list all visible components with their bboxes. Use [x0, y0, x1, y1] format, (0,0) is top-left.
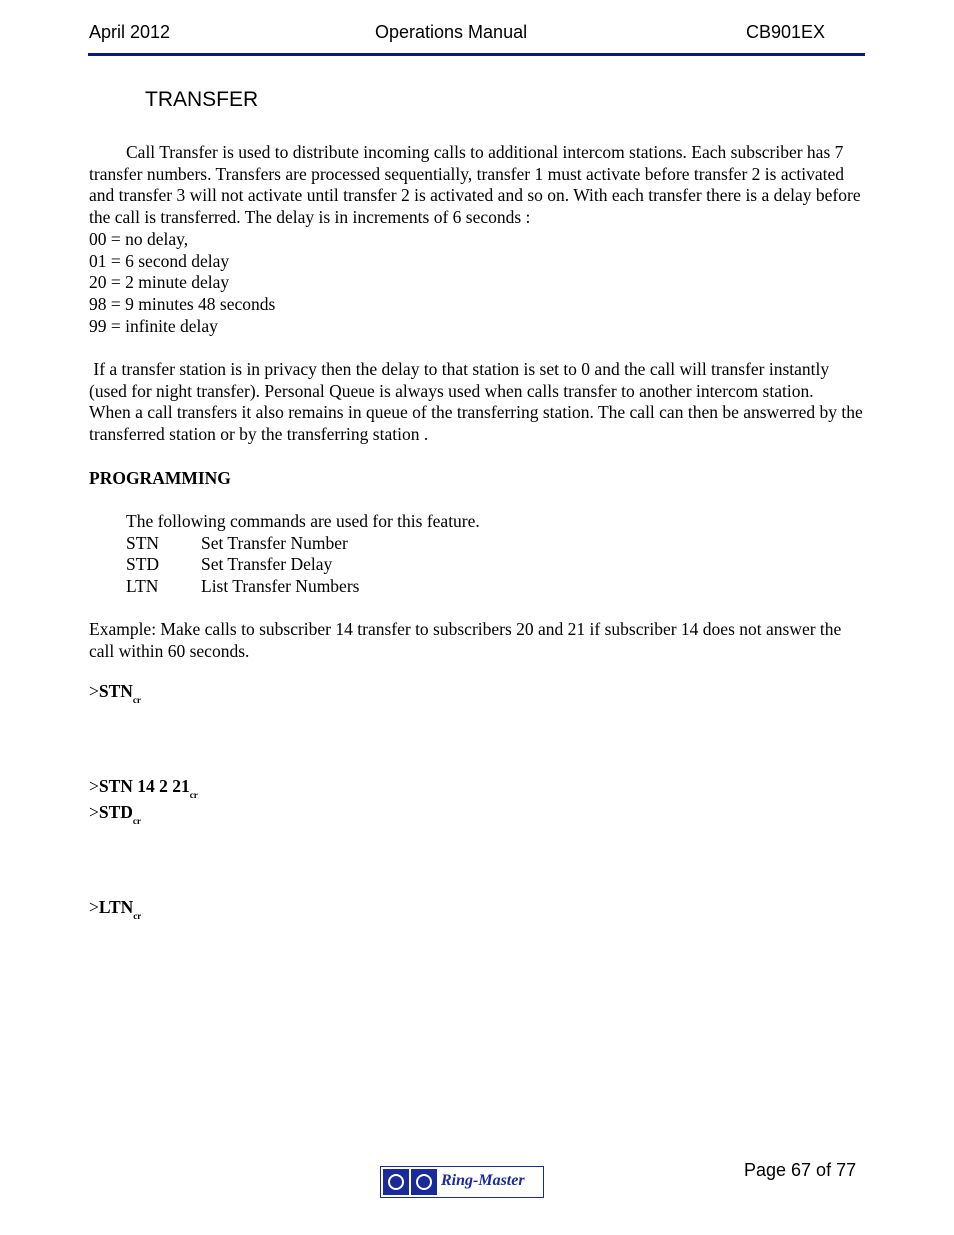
- command-row: [89, 533, 869, 555]
- header-date: April 2012: [89, 22, 171, 42]
- ring-master-logo: [380, 1166, 544, 1198]
- privacy-note: If a transfer station is in privacy then the delay to that station is set to 0 and the call will transfer instantly (used for night transfer). Personal Queue is always used when calls transfer to another intercom station.: [89, 359, 834, 401]
- command-code: LTN: [126, 576, 159, 597]
- command-code: STN: [126, 532, 160, 553]
- logo-text: Ring-Master: [441, 1172, 525, 1189]
- prompt-symbol: >: [89, 776, 99, 796]
- spacer: [89, 489, 869, 511]
- command-row: [89, 554, 869, 576]
- logo-ring-icon: [383, 1169, 409, 1195]
- carriage-return-mark: cr: [132, 695, 141, 705]
- command-list: [89, 533, 869, 598]
- prompt-stn: [89, 681, 141, 705]
- page-number: Page 67 of 77: [744, 1160, 857, 1180]
- command-code: STD: [126, 554, 160, 575]
- carriage-return-mark: cr: [189, 790, 198, 800]
- programming-heading: PROGRAMMING: [89, 467, 231, 488]
- header-rule: [88, 53, 865, 56]
- spacer: [89, 337, 869, 359]
- page-header: [88, 22, 865, 44]
- command-desc: Set Transfer Delay: [201, 554, 333, 575]
- prompt-command: STD: [98, 802, 133, 822]
- prompt-command: LTN: [98, 897, 134, 917]
- delay-item: 20 = 2 minute delay: [89, 272, 230, 293]
- prompt-symbol: >: [89, 802, 99, 822]
- header-model: CB901EX: [746, 22, 826, 42]
- delay-item: 01 = 6 second delay: [89, 250, 230, 271]
- command-desc: List Transfer Numbers: [201, 576, 360, 597]
- queue-note: When a call transfers it also remains in queue of the transferring station. The call can then be answerred by the transferred station or by the transferring station .: [89, 402, 863, 445]
- delay-item: 99 = infinite delay: [89, 315, 218, 336]
- prompt-command: STN 14 2 21: [98, 776, 190, 796]
- command-row: [89, 576, 869, 598]
- prompt-command: STN: [98, 681, 133, 701]
- prompt-ltn: [89, 897, 141, 921]
- carriage-return-mark: cr: [132, 816, 141, 826]
- prompt-stn-args: [89, 776, 198, 800]
- programming-intro: The following commands are used for this feature.: [126, 510, 480, 531]
- prompt-symbol: >: [89, 897, 99, 917]
- header-doc-title: Operations Manual: [375, 22, 528, 42]
- delay-item: 00 = no delay,: [89, 228, 189, 249]
- intro-paragraph: Call Transfer is used to distribute incoming calls to additional intercom stations. Each subscriber has 7 transfer numbers. Transfers are processed sequentially, transfer 1 must activate before transfer 2 is activated and transfer 3 will not activate until transfer 2 is activated and so on. With each transfer there is a delay before the call is transferred. The delay is in increments of 6 seconds :: [89, 142, 861, 228]
- section-title: TRANSFER: [145, 88, 259, 111]
- spacer: [89, 446, 869, 468]
- command-desc: Set Transfer Number: [201, 532, 348, 553]
- logo-ring-icon: [411, 1169, 437, 1195]
- spacer: [89, 598, 869, 620]
- delay-item: 98 = 9 minutes 48 seconds: [89, 293, 276, 314]
- prompt-symbol: >: [89, 681, 99, 701]
- prompt-std: [89, 802, 141, 826]
- example-paragraph: Example: Make calls to subscriber 14 transfer to subscribers 20 and 21 if subscriber 14 does not answer the call within 60 seconds.: [89, 619, 842, 662]
- document-body: [89, 142, 869, 663]
- carriage-return-mark: cr: [133, 911, 142, 921]
